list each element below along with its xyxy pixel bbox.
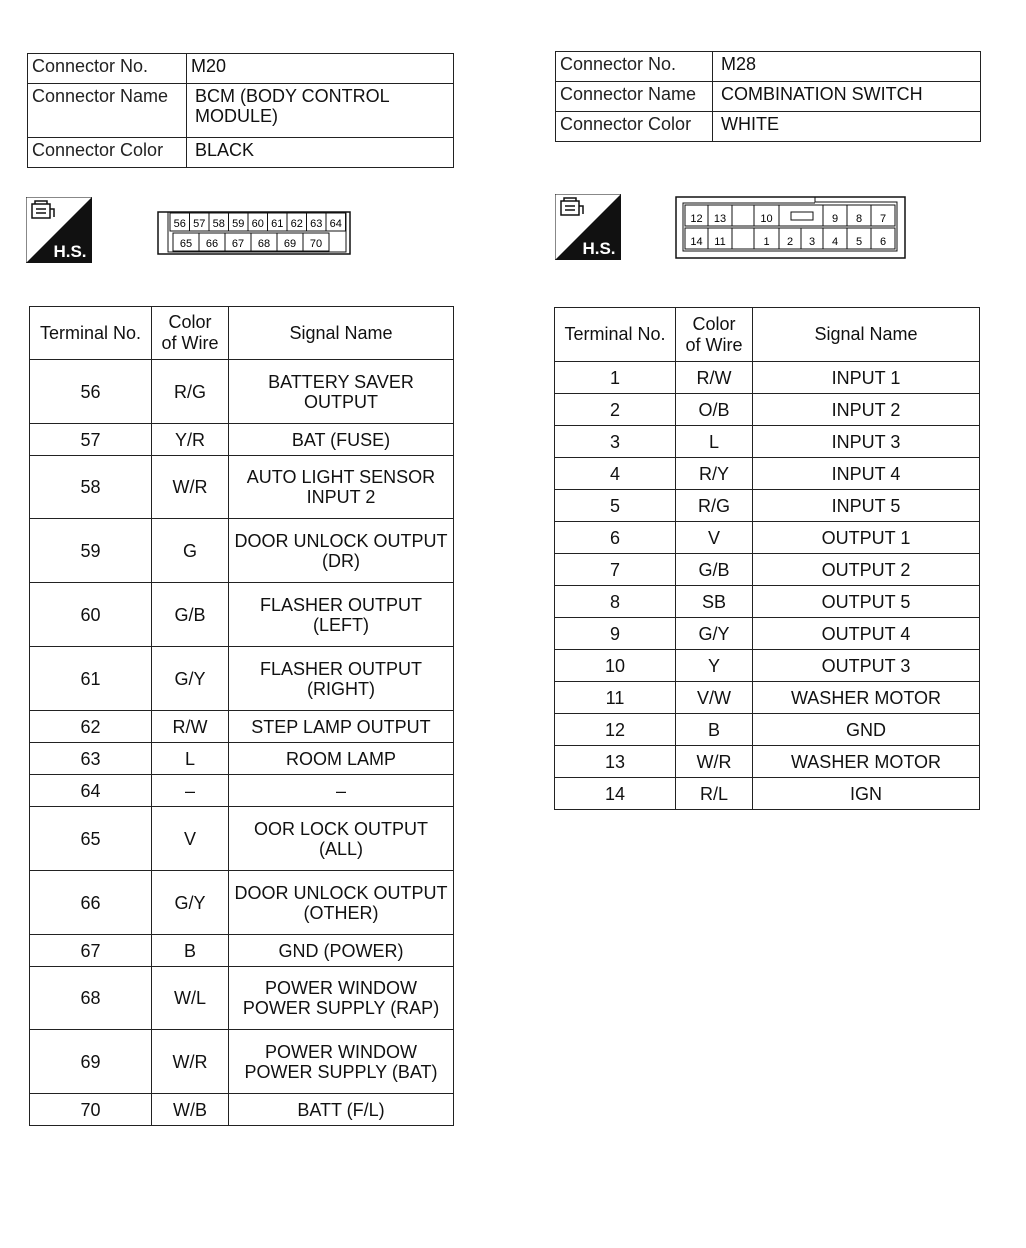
cell-terminal: 5 <box>555 490 676 522</box>
cell-signal: AUTO LIGHT SENSOR INPUT 2 <box>229 456 454 519</box>
table-row <box>555 394 980 426</box>
cell-signal: – <box>229 775 454 807</box>
cell-signal: OUTPUT 5 <box>753 586 980 618</box>
cell-color: R/Y <box>676 458 753 490</box>
cell-terminal: 8 <box>555 586 676 618</box>
cell-color: B <box>152 935 229 967</box>
cell-terminal: 59 <box>30 519 152 583</box>
info-key: Connector Color <box>556 112 713 142</box>
cell-terminal: 69 <box>30 1030 152 1094</box>
cell-signal: GND (POWER) <box>229 935 454 967</box>
header-signal: Signal Name <box>229 307 454 360</box>
connector-pin-label: 12 <box>690 213 703 225</box>
table-row <box>30 456 454 519</box>
info-value: WHITE <box>713 112 981 142</box>
cell-color: W/R <box>152 456 229 519</box>
connector-pin-label: 10 <box>760 213 773 225</box>
right-connector-info <box>555 51 981 142</box>
cell-color: R/G <box>676 490 753 522</box>
left-connector-info <box>27 53 454 168</box>
cell-signal: POWER WINDOW POWER SUPPLY (BAT) <box>229 1030 454 1094</box>
cell-signal: BAT (FUSE) <box>229 424 454 456</box>
cell-terminal: 67 <box>30 935 152 967</box>
connector-pin-label: 3 <box>808 236 816 248</box>
cell-terminal: 4 <box>555 458 676 490</box>
cell-color: B <box>676 714 753 746</box>
connector-pin-label: 61 <box>271 218 284 230</box>
cell-terminal: 10 <box>555 650 676 682</box>
connector-pin-label: 64 <box>329 218 342 230</box>
cell-color: L <box>152 743 229 775</box>
header-terminal: Terminal No. <box>30 307 152 360</box>
cell-color: L <box>676 426 753 458</box>
table-row <box>30 743 454 775</box>
table-row <box>30 1030 454 1094</box>
cell-color: SB <box>676 586 753 618</box>
info-value: COMBINATION SWITCH <box>713 82 981 112</box>
table-row <box>30 967 454 1030</box>
cell-signal: IGN <box>753 778 980 810</box>
table-row <box>555 586 980 618</box>
cell-color: R/L <box>676 778 753 810</box>
cell-terminal: 9 <box>555 618 676 650</box>
table-row <box>30 1094 454 1126</box>
cell-signal: INPUT 3 <box>753 426 980 458</box>
cell-terminal: 6 <box>555 522 676 554</box>
cell-signal: OUTPUT 3 <box>753 650 980 682</box>
info-key: Connector Name <box>28 84 187 138</box>
cell-terminal: 66 <box>30 871 152 935</box>
connector-pin-label: 2 <box>786 236 794 248</box>
table-row <box>555 458 980 490</box>
info-key: Connector No. <box>556 52 713 82</box>
cell-signal: INPUT 2 <box>753 394 980 426</box>
cell-terminal: 7 <box>555 554 676 586</box>
table-row <box>555 650 980 682</box>
cell-terminal: 68 <box>30 967 152 1030</box>
cell-terminal: 63 <box>30 743 152 775</box>
cell-color: G/Y <box>152 871 229 935</box>
info-value: M28 <box>713 52 981 82</box>
table-row <box>30 935 454 967</box>
cell-color: Y/R <box>152 424 229 456</box>
info-value: M20 <box>187 54 454 84</box>
cell-signal: FLASHER OUTPUT (LEFT) <box>229 583 454 647</box>
table-row <box>555 618 980 650</box>
cell-signal: INPUT 4 <box>753 458 980 490</box>
table-row <box>555 490 980 522</box>
cell-color: W/R <box>676 746 753 778</box>
cell-terminal: 12 <box>555 714 676 746</box>
connector-pin-label: 7 <box>879 213 887 225</box>
cell-terminal: 14 <box>555 778 676 810</box>
right-connector-diagram <box>675 195 907 259</box>
connector-pin-label: 56 <box>173 218 186 230</box>
connector-pin-label: 63 <box>310 218 323 230</box>
harness-side-icon <box>26 197 92 263</box>
header-signal: Signal Name <box>753 308 980 362</box>
info-key: Connector Color <box>28 138 187 168</box>
connector-pin-label: 9 <box>831 213 839 225</box>
connector-pin-label: 14 <box>690 236 703 248</box>
table-row <box>30 360 454 424</box>
connector-pin-label: 68 <box>257 238 271 250</box>
cell-color: G/B <box>676 554 753 586</box>
connector-pin-label: 70 <box>309 238 323 250</box>
cell-terminal: 70 <box>30 1094 152 1126</box>
cell-signal: STEP LAMP OUTPUT <box>229 711 454 743</box>
header-terminal: Terminal No. <box>555 308 676 362</box>
table-row <box>30 519 454 583</box>
connector-pin-label: 69 <box>283 238 297 250</box>
cell-terminal: 62 <box>30 711 152 743</box>
info-value: BCM (BODY CONTROL MODULE) <box>187 84 454 138</box>
cell-signal: INPUT 5 <box>753 490 980 522</box>
table-row <box>30 807 454 871</box>
cell-color: Y <box>676 650 753 682</box>
table-row <box>30 583 454 647</box>
info-key: Connector Name <box>556 82 713 112</box>
header-color: Color of Wire <box>676 308 753 362</box>
table-row <box>555 714 980 746</box>
connector-pin-label: 4 <box>831 236 839 248</box>
table-row <box>555 682 980 714</box>
table-row <box>30 871 454 935</box>
table-row <box>555 426 980 458</box>
cell-signal: DOOR UNLOCK OUTPUT (DR) <box>229 519 454 583</box>
right-terminal-table <box>554 307 980 810</box>
cell-terminal: 13 <box>555 746 676 778</box>
cell-terminal: 60 <box>30 583 152 647</box>
table-row <box>555 746 980 778</box>
table-row <box>555 778 980 810</box>
cell-terminal: 58 <box>30 456 152 519</box>
cell-color: R/W <box>152 711 229 743</box>
harness-side-icon <box>555 194 621 260</box>
cell-color: G/Y <box>676 618 753 650</box>
connector-pin-label: 58 <box>212 218 225 230</box>
cell-color: G <box>152 519 229 583</box>
cell-signal: DOOR UNLOCK OUTPUT (OTHER) <box>229 871 454 935</box>
cell-terminal: 56 <box>30 360 152 424</box>
cell-terminal: 61 <box>30 647 152 711</box>
connector-pin-label: 5 <box>855 236 863 248</box>
cell-terminal: 64 <box>30 775 152 807</box>
cell-color: G/B <box>152 583 229 647</box>
cell-terminal: 3 <box>555 426 676 458</box>
cell-signal: GND <box>753 714 980 746</box>
left-terminal-table <box>29 306 454 1126</box>
left-connector-diagram <box>156 206 352 256</box>
cell-signal: OOR LOCK OUTPUT (ALL) <box>229 807 454 871</box>
connector-pin-label: 6 <box>879 236 887 248</box>
cell-color: W/R <box>152 1030 229 1094</box>
header-color: Color of Wire <box>152 307 229 360</box>
cell-signal: BATTERY SAVER OUTPUT <box>229 360 454 424</box>
table-row <box>555 522 980 554</box>
cell-terminal: 11 <box>555 682 676 714</box>
cell-terminal: 2 <box>555 394 676 426</box>
cell-signal: ROOM LAMP <box>229 743 454 775</box>
table-row <box>30 647 454 711</box>
cell-signal: FLASHER OUTPUT (RIGHT) <box>229 647 454 711</box>
cell-signal: WASHER MOTOR <box>753 746 980 778</box>
cell-color: W/L <box>152 967 229 1030</box>
cell-terminal: 57 <box>30 424 152 456</box>
table-row <box>30 711 454 743</box>
connector-pin-label: 11 <box>714 236 726 248</box>
connector-pin-label: 62 <box>290 218 303 230</box>
info-key: Connector No. <box>28 54 187 84</box>
connector-pin-label: 57 <box>193 218 206 230</box>
cell-signal: BATT (F/L) <box>229 1094 454 1126</box>
cell-color: V/W <box>676 682 753 714</box>
cell-signal: WASHER MOTOR <box>753 682 980 714</box>
connector-pin-label: 13 <box>713 213 727 225</box>
cell-color: W/B <box>152 1094 229 1126</box>
cell-color: G/Y <box>152 647 229 711</box>
cell-signal: OUTPUT 2 <box>753 554 980 586</box>
cell-color: O/B <box>676 394 753 426</box>
cell-color: R/G <box>152 360 229 424</box>
table-row <box>30 424 454 456</box>
hs-label: H.S. <box>582 239 616 258</box>
connector-pin-label: 60 <box>251 218 264 230</box>
connector-pin-label: 1 <box>763 236 770 248</box>
cell-signal: POWER WINDOW POWER SUPPLY (RAP) <box>229 967 454 1030</box>
connector-pin-label: 65 <box>179 238 193 250</box>
cell-color: V <box>676 522 753 554</box>
table-row <box>555 554 980 586</box>
cell-signal: OUTPUT 4 <box>753 618 980 650</box>
connector-pin-label: 8 <box>855 213 863 225</box>
connector-pin-label: 59 <box>232 218 245 230</box>
hs-label: H.S. <box>53 242 87 261</box>
table-row <box>30 775 454 807</box>
cell-terminal: 1 <box>555 362 676 394</box>
cell-signal: OUTPUT 1 <box>753 522 980 554</box>
cell-signal: INPUT 1 <box>753 362 980 394</box>
cell-terminal: 65 <box>30 807 152 871</box>
cell-color: R/W <box>676 362 753 394</box>
cell-color: V <box>152 807 229 871</box>
connector-pin-label: 66 <box>205 238 219 250</box>
info-value: BLACK <box>187 138 454 168</box>
cell-color: – <box>152 775 229 807</box>
connector-pin-label: 67 <box>231 238 245 250</box>
table-row <box>555 362 980 394</box>
